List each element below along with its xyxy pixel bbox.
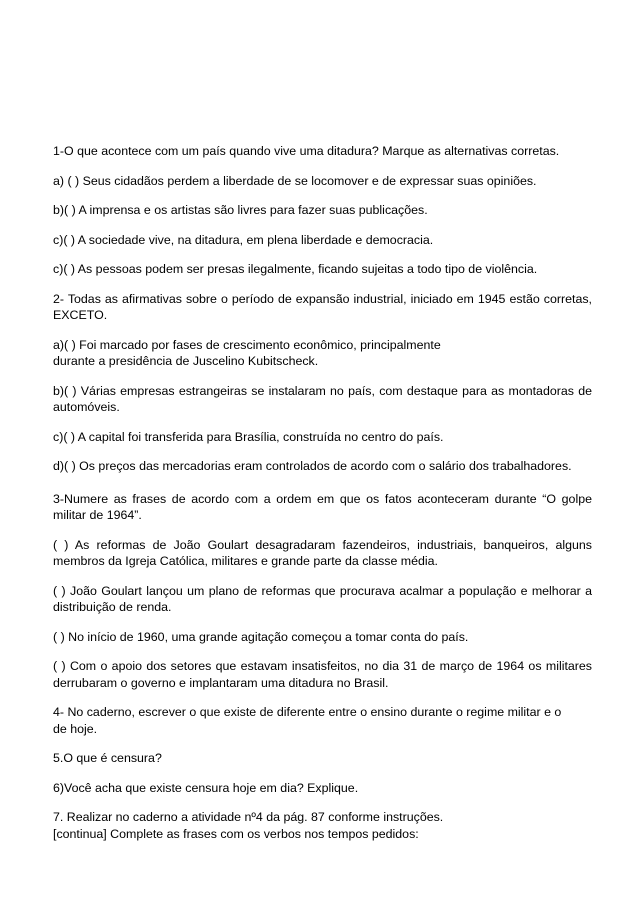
question-7-line1: 7. Realizar no caderno a atividade nº4 da pág. 87 conforme instruções.: [53, 810, 444, 824]
question-1-prompt: 1-O que acontece com um país quando vive uma ditadura? Marque as alternativas corretas.: [53, 144, 560, 158]
question-3-item-2: ( ) João Goulart lançou um plano de reformas que procurava acalmar a população e melhorar a distribuição de renda.: [53, 583, 592, 614]
question-2-option-d: d)( ) Os preços das mercadorias eram controlados de acordo com o salário dos trabalhadores.: [53, 459, 572, 473]
question-5: 5.O que é censura?: [53, 751, 162, 765]
question-7-line2: [continua] Complete as frases com os verbos nos tempos pedidos:: [53, 826, 419, 841]
question-1-option-c: c)( ) A sociedade vive, na ditadura, em plena liberdade e democracia.: [53, 232, 434, 247]
question-4-line1: 4- No caderno, escrever o que existe de diferente entre o ensino durante o regime militar e o: [53, 705, 562, 719]
question-3-item-3: ( ) No início de 1960, uma grande agitação começou a tomar conta do país.: [53, 629, 469, 644]
question-2-option-a-line2: durante a presidência de Juscelino Kubitscheck.: [53, 354, 319, 368]
question-3-prompt: 3-Numere as frases de acordo com a ordem em que os fatos aconteceram durante “O golpe militar de 1964”.: [53, 491, 592, 522]
document-page: [53, 143, 592, 842]
question-2-prompt: 2- Todas as afirmativas sobre o período de expansão industrial, iniciado em 1945 estão corretas, EXCETO.: [53, 291, 592, 322]
question-2-option-c: c)( ) A capital foi transferida para Brasília, construída no centro do país.: [53, 429, 444, 444]
question-2-option-b: b)( ) Várias empresas estrangeiras se instalaram no país, com destaque para as montadoras de automóveis.: [53, 383, 592, 414]
question-2-option-a-line1: a)( ) Foi marcado por fases de crescimento econômico, principalmente: [53, 337, 441, 352]
question-1-option-c2: c)( ) As pessoas podem ser presas ilegalmente, ficando sujeitas a todo tipo de violência.: [53, 262, 538, 276]
question-3-item-4: ( ) Com o apoio dos setores que estavam insatisfeitos, no dia 31 de março de 1964 os militares derrubaram o governo e implantaram uma ditadura no Brasil.: [53, 659, 592, 690]
question-1-option-b: b)( ) A imprensa e os artistas são livres para fazer suas publicações.: [53, 203, 428, 217]
question-1-option-a: a) ( ) Seus cidadãos perdem a liberdade de se locomover e de expressar suas opiniões.: [53, 173, 537, 188]
question-3-item-1: ( ) As reformas de João Goulart desagradaram fazendeiros, industriais, banqueiros, alguns membros da Igreja Católica, militares e grande parte da classe média.: [53, 537, 592, 568]
question-6: 6)Você acha que existe censura hoje em dia? Explique.: [53, 780, 359, 795]
question-4-line2: de hoje.: [53, 721, 98, 736]
